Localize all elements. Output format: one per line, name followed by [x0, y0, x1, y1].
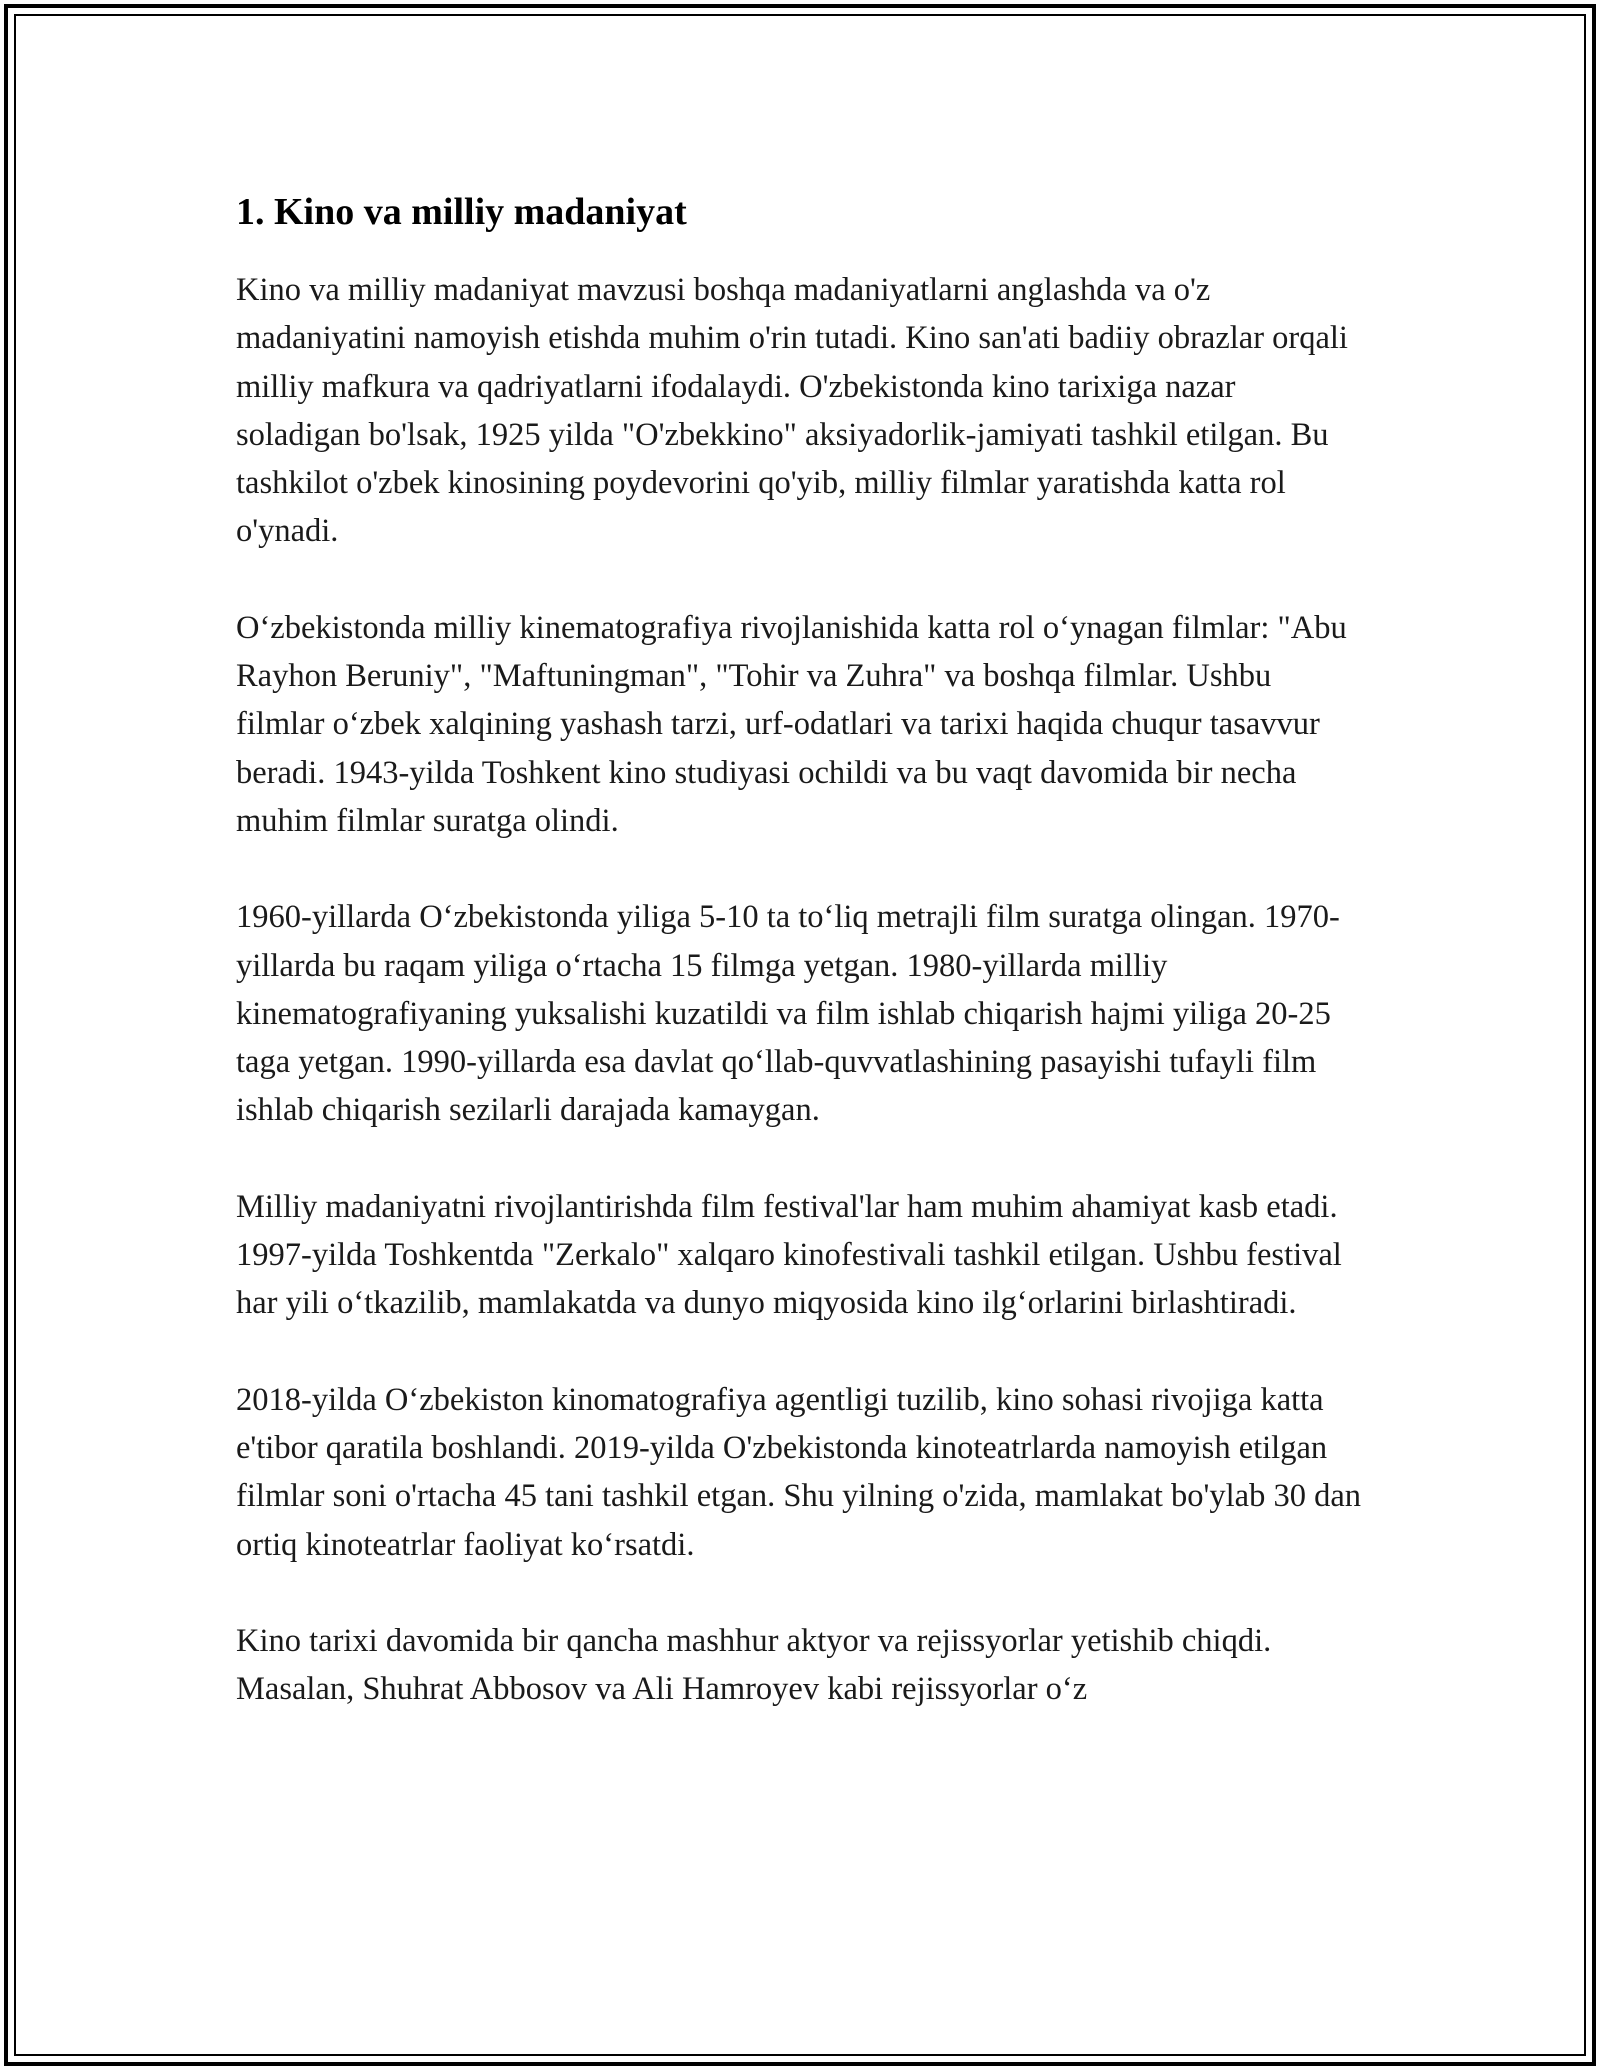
- paragraph: Milliy madaniyatni rivojlantirishda film festival'lar ham muhim ahamiyat kasb etadi. 1997-yilda Toshkentda "Zerkalo" xalqaro kinofestivali tashkil etilgan. Ushbu festival har yili o‘tkazilib, mamlakatda va dunyo miqyosida kino ilg‘orlarini birlashtiradi.: [236, 1188, 1342, 1322]
- section-heading: 1. Kino va milliy madaniyat: [236, 191, 687, 233]
- paragraph: Kino va milliy madaniyat mavzusi boshqa madaniyatlarni anglashda va o'z madaniyatini namoyish etishda muhim o'rin tutadi. Kino san'ati badiiy obrazlar orqali milliy mafkura va qadriyatlarni ifodalaydi. O'zbekistonda kino tarixiga nazar soladigan bo'lsak, 1925 yilda "O'zbekkino" aksiyadorlik-jamiyati tashkil etilgan. Bu tashkilot o'zbek kinosining poydevorini qo'yib, milliy filmlar yaratishda katta rol o'ynadi.: [236, 272, 1348, 550]
- document-body: [236, 186, 1366, 1761]
- paragraph: 1960-yillarda O‘zbekistonda yiliga 5-10 ta to‘liq metrajli film suratga olingan. 1970-yillarda bu raqam yiliga o‘rtacha 15 filmga yetgan. 1980-yillarda milliy kinematografiyaning yuksalishi kuzatildi va film ishlab chiqarish hajmi yiliga 20-25 taga yetgan. 1990-yillarda esa davlat qo‘llab-quvvatlashining pasayishi tufayli film ishlab chiqarish sezilarli darajada kamaygan.: [236, 899, 1340, 1129]
- paragraph: O‘zbekistonda milliy kinematografiya rivojlanishida katta rol o‘ynagan filmlar: "Abu Rayhon Beruniy", "Maftuningman", "Tohir va Zuhra" va boshqa filmlar. Ushbu filmlar o‘zbek xalqining yashash tarzi, urf-odatlari va tarixi haqida chuqur tasavvur beradi. 1943-yilda Toshkent kino studiyasi ochildi va bu vaqt davomida bir necha muhim filmlar suratga olindi.: [236, 609, 1347, 839]
- paragraph: 2018-yilda O‘zbekiston kinomatografiya agentligi tuzilib, kino sohasi rivojiga katta e'tibor qaratila boshlandi. 2019-yilda O'zbekistonda kinoteatrlarda namoyish etilgan filmlar soni o'rtacha 45 tani tashkil etgan. Shu yilning o'zida, mamlakat bo'ylab 30 dan ortiq kinoteatrlar faoliyat ko‘rsatdi.: [236, 1381, 1362, 1563]
- paragraph: Kino tarixi davomida bir qancha mashhur aktyor va rejissyorlar yetishib chiqdi. Masalan, Shuhrat Abbosov va Ali Hamroyev kabi rejissyorlar o‘z: [236, 1622, 1272, 1708]
